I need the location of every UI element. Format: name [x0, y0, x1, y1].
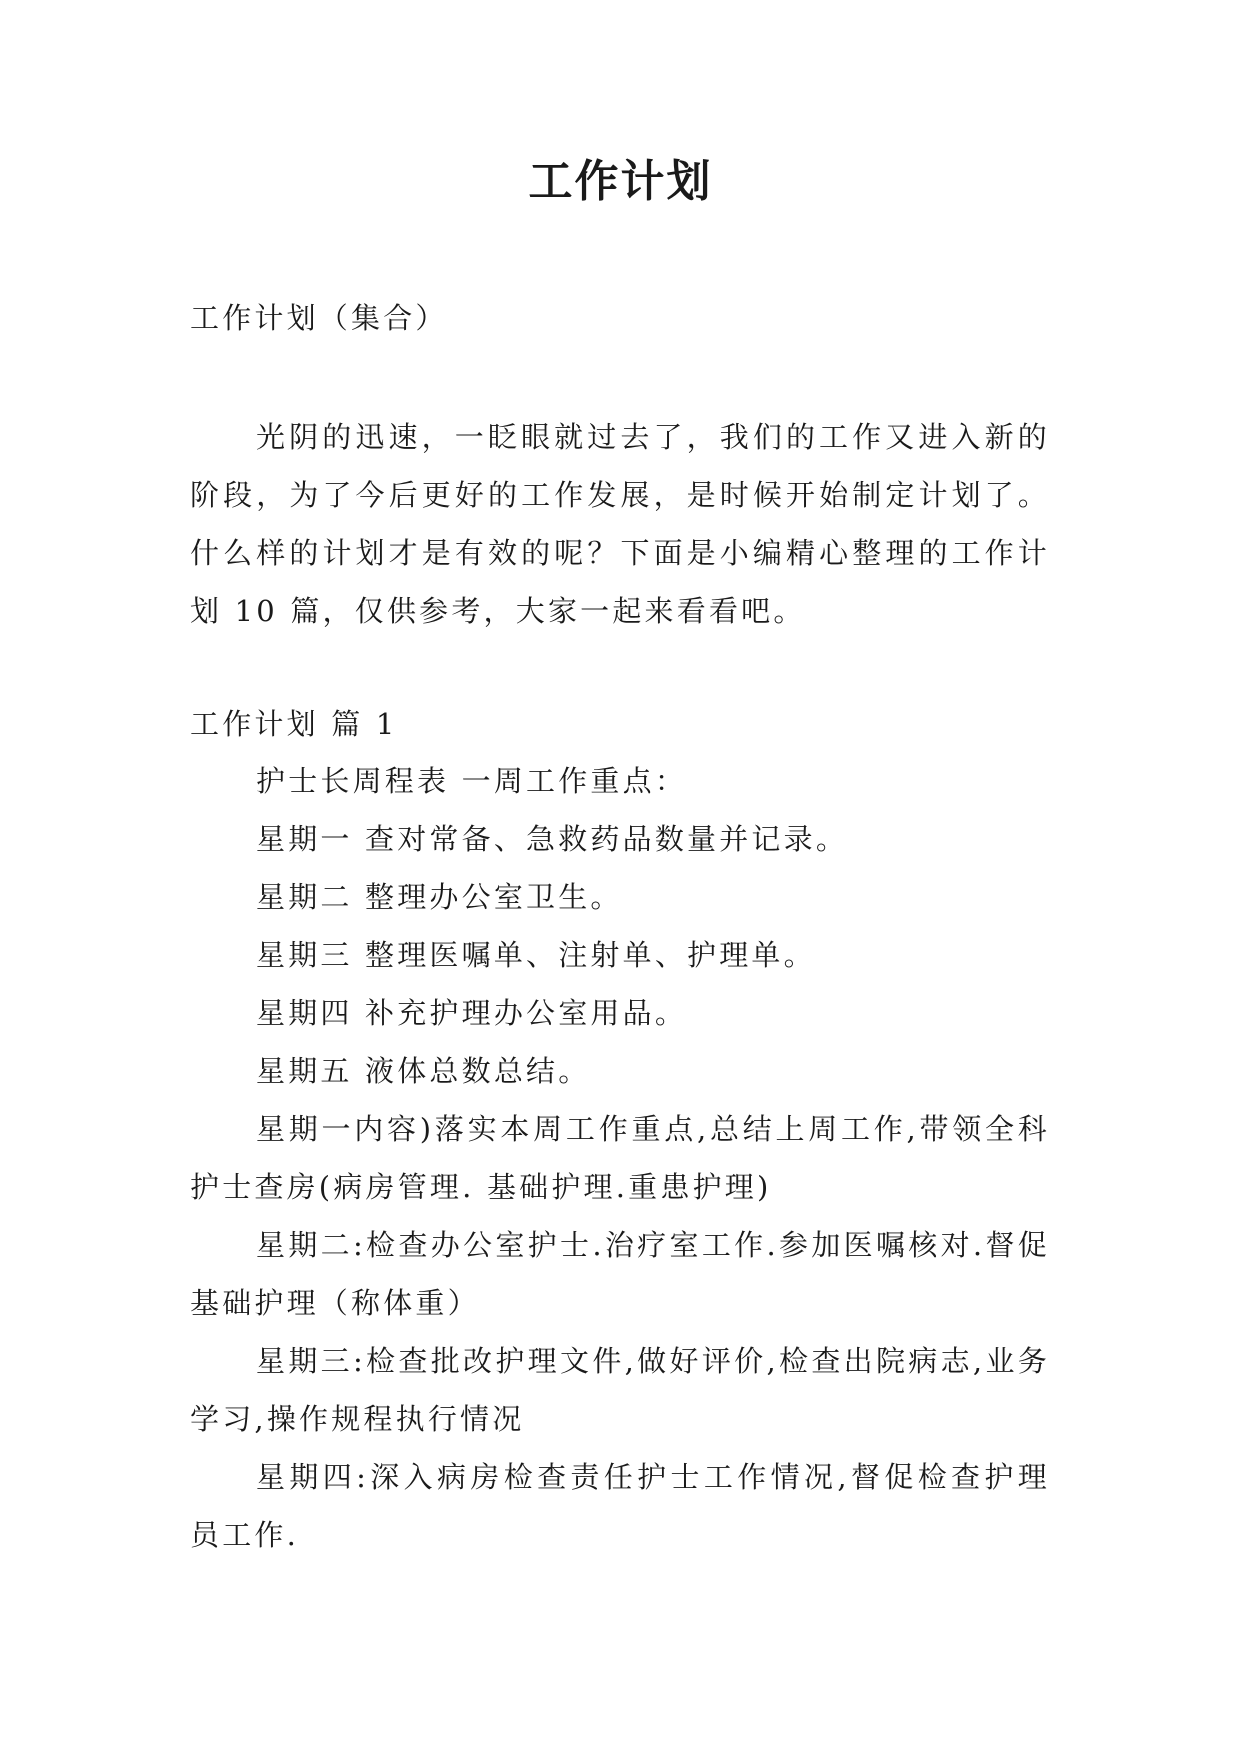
plan-paragraph: 护士长周程表 一周工作重点：	[256, 764, 688, 798]
plan-paragraph: 星期三:检查批改护理文件,做好评价,检查出院病志,业务学习,操作规程执行情况	[190, 1344, 1050, 1436]
plan-content	[190, 752, 1050, 1564]
plan-paragraph: 星期五 液体总数总结。	[256, 1054, 591, 1088]
intro-text: 光阴的迅速，一眨眼就过去了，我们的工作又进入新的阶段，为了今后更好的工作发展，是时候开始制定计划了。什么样的计划才是有效的呢？下面是小编精心整理的工作计划 10 篇，仅供参考，大家一起来看看吧。	[190, 420, 1050, 628]
plan-paragraph: 星期一 查对常备、急救药品数量并记录。	[256, 822, 849, 856]
plan-paragraph: 星期四:深入病房检查责任护士工作情况,督促检查护理员工作.	[190, 1460, 1050, 1552]
plan-paragraph: 星期四 补充护理办公室用品。	[256, 996, 688, 1030]
plan-paragraph: 星期三 整理医嘱单、注射单、护理单。	[256, 938, 816, 972]
document-title: 工作计划	[528, 156, 713, 207]
intro-paragraph	[190, 408, 1050, 640]
plan-paragraph: 星期二 整理办公室卫生。	[256, 880, 623, 914]
document-subtitle: 工作计划（集合）	[190, 301, 448, 335]
plan-paragraph: 星期二:检查办公室护士.治疗室工作.参加医嘱核对.督促基础护理（称体重）	[190, 1228, 1050, 1320]
plan-paragraph: 星期一内容)落实本周工作重点,总结上周工作,带领全科护士查房(病房管理. 基础护理.重患护理)	[190, 1112, 1050, 1204]
section-heading: 工作计划 篇 1	[190, 707, 398, 741]
